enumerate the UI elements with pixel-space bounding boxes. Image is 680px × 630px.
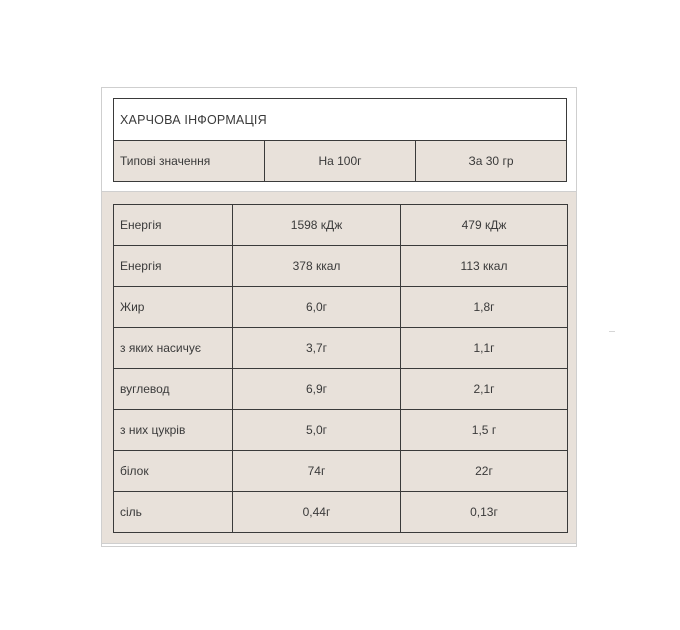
value-per-100g: 3,7г (233, 328, 401, 369)
table-row (114, 410, 568, 451)
column-header-row (114, 141, 567, 182)
row-label: сіль (114, 492, 233, 533)
header-per-30g: За 30 гр (416, 141, 567, 182)
table-title: ХАРЧОВА ІНФОРМАЦІЯ (114, 99, 567, 141)
value-per-100g: 1598 кДж (233, 205, 401, 246)
table-row (114, 205, 568, 246)
table-row (114, 451, 568, 492)
value-per-30g: 22г (401, 451, 568, 492)
value-per-30g: 1,5 г (401, 410, 568, 451)
title-row (114, 99, 567, 141)
table-row (114, 287, 568, 328)
value-per-30g: 1,8г (401, 287, 568, 328)
value-per-30g: 113 ккал (401, 246, 568, 287)
nutrition-panel (101, 87, 577, 547)
table-row (114, 492, 568, 533)
row-label: вуглевод (114, 369, 233, 410)
row-label: Жир (114, 287, 233, 328)
value-per-100g: 5,0г (233, 410, 401, 451)
header-per-100g: На 100г (265, 141, 416, 182)
value-per-100g: 0,44г (233, 492, 401, 533)
value-per-100g: 6,9г (233, 369, 401, 410)
row-label: з яких насичує (114, 328, 233, 369)
table-row (114, 246, 568, 287)
value-per-100g: 74г (233, 451, 401, 492)
value-per-30g: 2,1г (401, 369, 568, 410)
nutrition-header-table (113, 98, 567, 182)
value-per-30g: 479 кДж (401, 205, 568, 246)
value-per-100g: 6,0г (233, 287, 401, 328)
value-per-100g: 378 ккал (233, 246, 401, 287)
nutrition-values-table (113, 204, 568, 533)
value-per-30g: 0,13г (401, 492, 568, 533)
row-label: Енергія (114, 205, 233, 246)
row-label: з них цукрів (114, 410, 233, 451)
value-per-30g: 1,1г (401, 328, 568, 369)
decorative-dash (609, 331, 615, 332)
row-label: Енергія (114, 246, 233, 287)
header-typical-values: Типові значення (114, 141, 265, 182)
table-row (114, 328, 568, 369)
table-row (114, 369, 568, 410)
row-label: білок (114, 451, 233, 492)
